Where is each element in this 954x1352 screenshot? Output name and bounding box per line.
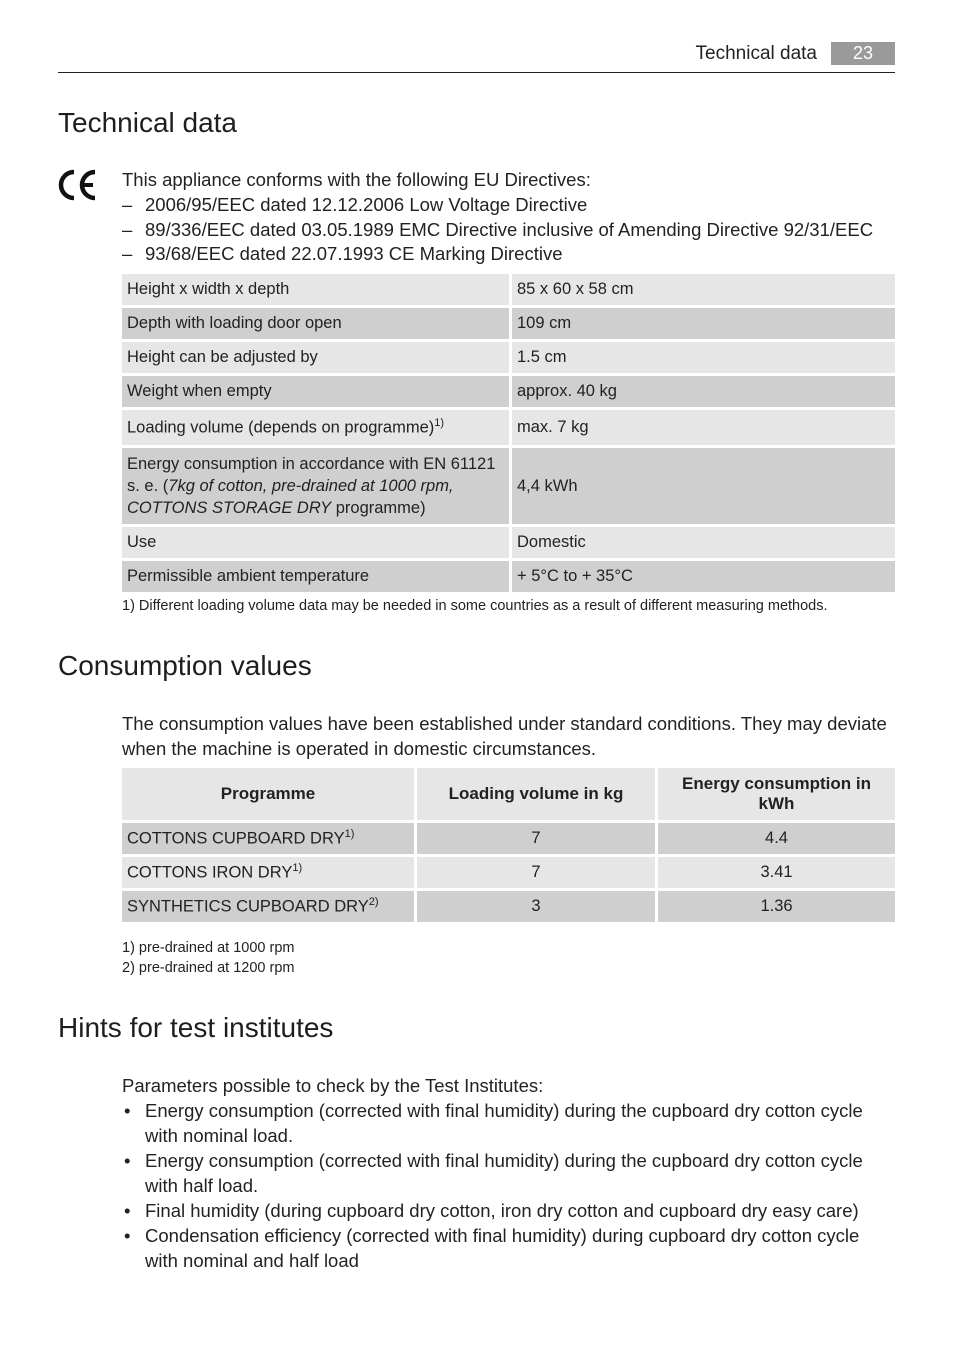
energy-cell: 3.41	[658, 857, 895, 888]
row-value: approx. 40 kg	[512, 376, 895, 407]
technical-footnote: 1) Different loading volume data may be needed in some countries as a result of different measuring methods.	[122, 598, 828, 614]
consumption-values-heading: Consumption values	[58, 650, 312, 681]
row-value: Domestic	[512, 527, 895, 558]
consumption-intro: The consumption values have been established under standard conditions. They may deviate when the machine is operated in domestic circumstances.	[122, 713, 887, 759]
energy-cell: 1.36	[658, 891, 895, 922]
list-item: • Final humidity (during cupboard dry cotton, iron dry cotton and cupboard dry easy care)	[124, 1200, 859, 1221]
column-header: Loading volume in kg	[417, 768, 658, 820]
footnote-ref: 2)	[368, 896, 379, 909]
load-cell: 3	[417, 891, 658, 922]
page-number: 23	[831, 42, 895, 65]
list-item: • Energy consumption (corrected with final humidity) during the cupboard dry cotton cycle with nominal load.	[124, 1100, 863, 1146]
programme-cell: COTTONS CUPBOARD DRY$^{1)}$	[122, 823, 417, 854]
table-row	[122, 308, 895, 339]
table-row	[122, 891, 895, 922]
footnote-ref: 1)	[434, 417, 445, 430]
directives-intro: This appliance conforms with the following EU Directives:	[122, 169, 591, 190]
row-label: Depth with loading door open	[122, 308, 512, 339]
table-header-row	[122, 768, 895, 820]
table-row	[122, 410, 895, 445]
row-value: 109 cm	[512, 308, 895, 339]
table-row	[122, 561, 895, 592]
directive-item: – 93/68/EEC dated 22.07.1993 CE Marking Directive	[122, 243, 563, 264]
row-label: Height can be adjusted by	[122, 342, 512, 373]
row-label: Height x width x depth	[122, 274, 512, 305]
column-header: Energy consumption in kWh	[658, 768, 895, 820]
consumption-footnote: 1) pre-drained at 1000 rpm	[122, 940, 295, 956]
column-header: Programme	[122, 768, 417, 820]
technical-data-table	[122, 271, 895, 595]
row-label: Use	[122, 527, 512, 558]
consumption-footnote: 2) pre-drained at 1200 rpm	[122, 960, 295, 976]
row-label: Weight when empty	[122, 376, 512, 407]
directives-list	[122, 193, 873, 267]
row-value: + 5°C to + 35°C	[512, 561, 895, 592]
hints-heading: Hints for test institutes	[58, 1012, 334, 1043]
table-row	[122, 857, 895, 888]
list-item: • Condensation efficiency (corrected with final humidity) during cupboard dry cotton cycle with nominal and half load	[124, 1225, 860, 1271]
load-cell: 7	[417, 823, 658, 854]
table-row	[122, 274, 895, 305]
row-label: Energy consumption in accordance with EN 61121 s. e. (7kg of cotton, pre-drained at 1000 rpm, COTTONS STORAGE DRY programme)	[122, 448, 512, 524]
ce-mark-icon	[57, 169, 99, 201]
table-row	[122, 527, 895, 558]
programme-cell: COTTONS IRON DRY$^{1)}$	[122, 857, 417, 888]
page-header	[58, 40, 895, 73]
row-label: Permissible ambient temperature	[122, 561, 512, 592]
technical-data-heading: Technical data	[58, 107, 238, 138]
row-value: 85 x 60 x 58 cm	[512, 274, 895, 305]
load-cell: 7	[417, 857, 658, 888]
row-value: max. 7 kg	[512, 410, 895, 445]
list-item: • Energy consumption (corrected with final humidity) during the cupboard dry cotton cycle with half load.	[124, 1150, 863, 1196]
directive-item: – 2006/95/EEC dated 12.12.2006 Low Voltage Directive	[122, 194, 588, 215]
hints-intro: Parameters possible to check by the Test Institutes:	[122, 1075, 544, 1096]
consumption-table	[122, 765, 895, 925]
footnote-ref: 1)	[292, 862, 303, 875]
energy-cell: 4.4	[658, 823, 895, 854]
programme-cell: SYNTHETICS CUPBOARD DRY$^{2)}$	[122, 891, 417, 922]
row-label: Loading volume (depends on programme)$^{1)}$	[122, 410, 512, 445]
row-value: 4,4 kWh	[512, 448, 895, 524]
footnote-ref: 1)	[344, 828, 355, 841]
hints-list	[122, 1098, 897, 1273]
directive-item: – 89/336/EEC dated 03.05.1989 EMC Directive inclusive of Amending Directive 92/31/EEC	[122, 218, 874, 240]
row-value: 1.5 cm	[512, 342, 895, 373]
table-row	[122, 342, 895, 373]
table-row	[122, 448, 895, 524]
header-section-title: Technical data	[695, 43, 817, 64]
table-row	[122, 376, 895, 407]
table-row	[122, 823, 895, 854]
